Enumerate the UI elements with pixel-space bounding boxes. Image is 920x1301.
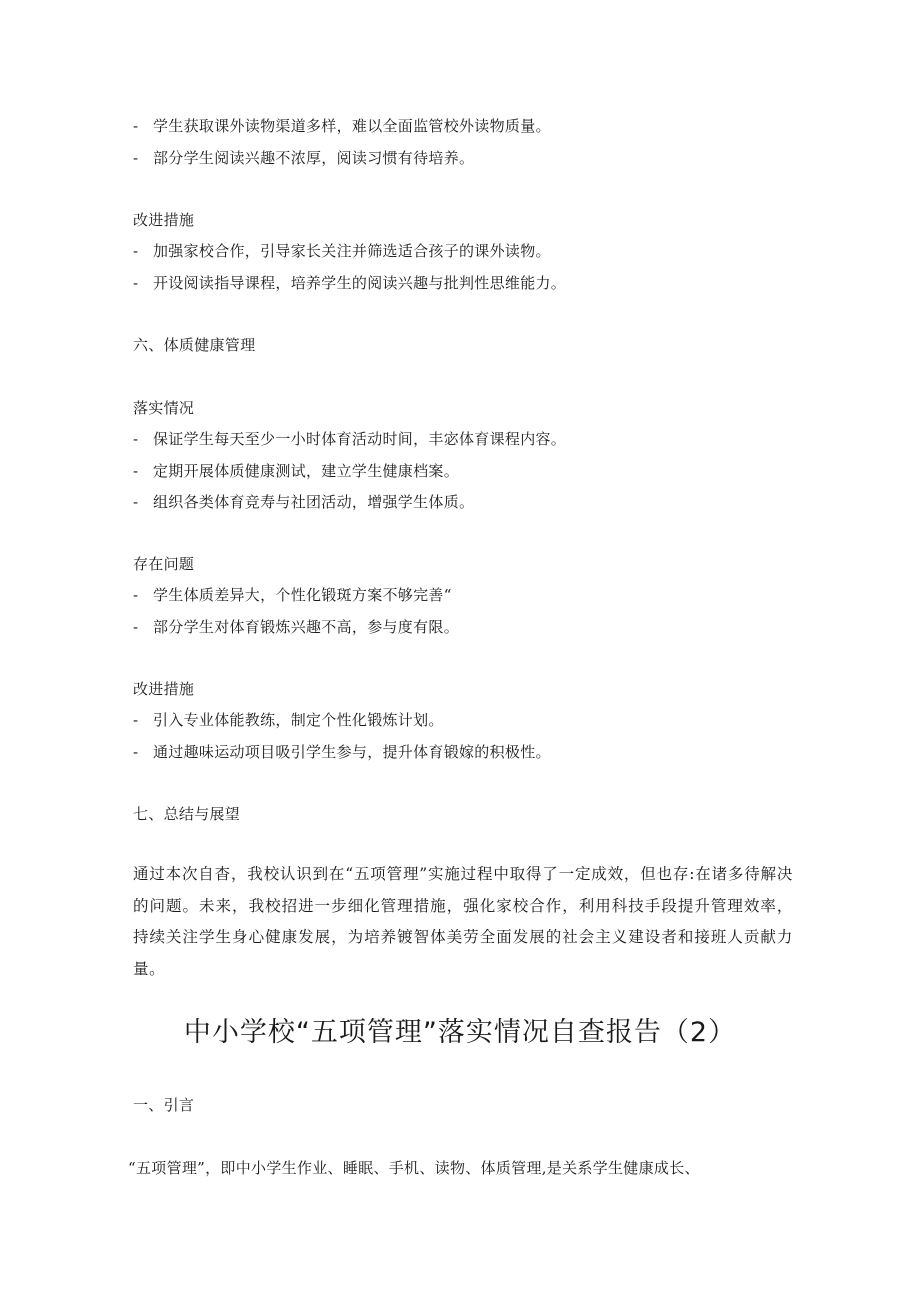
subheading-problems: 存在问题 <box>133 555 195 573</box>
list-item-text: 加强家校合作，引导家长关注并筛选适合孩子的课外读物。 <box>153 242 551 260</box>
list-item-text: 部分学生阅读兴趣不浓厚，阅读习惯有待培养。 <box>153 149 475 167</box>
list-item-text: 部分学生对体育锻炼兴趣不高，参与度有限。 <box>153 618 460 636</box>
list-item <box>133 429 566 449</box>
subheading-improve: 改进措施 <box>133 211 195 229</box>
list-item <box>133 148 474 168</box>
list-item <box>133 492 474 512</box>
list-item <box>133 461 459 481</box>
section-heading: 七、总结与展望 <box>133 805 241 823</box>
dash-marker: - <box>133 149 139 167</box>
report-title: 中小学校“五项管理”落实情况自查报告（2） <box>183 1017 737 1048</box>
list-item-text: 开设阅读指导课程，培养学生的阅读兴趣与批判性思维能力。 <box>153 274 567 292</box>
list-item-text: 学生体质差异大，个性化锻斑方案不够完善“ <box>153 586 452 604</box>
list-item-text: 组织各类体育竞寿与社团活动，增强学生体质。 <box>153 493 475 511</box>
dash-marker: - <box>133 242 139 260</box>
list-item <box>133 710 444 730</box>
list-item <box>133 585 452 605</box>
subheading-improve: 改进措施 <box>133 680 195 698</box>
list-item-text: 学生获取课外读物渠道多样，难以全面监管校外读物质量。 <box>153 117 551 135</box>
dash-marker: - <box>133 586 139 604</box>
list-item-text: 保证学生每天至少一小时体育活动时间，丰宓体育课程内容。 <box>153 430 567 448</box>
dash-marker: - <box>133 618 139 636</box>
dash-marker: - <box>133 117 139 135</box>
list-item-text: 定期开展体质健康测试，建立学生健康档案。 <box>153 462 460 480</box>
summary-paragraph: 通过本次自杳，我校认识到在“五项管理”实施过程中取得了一定成效，但也存:在诸多待解决的问题。未来，我校招进一步细化管理措施，强化家校合作，利用科技手段提升管理效率，持续关注学生身心健康发展，为培养镀智体美劳全面发展的社会主义建设者和接班人贡献力量。 <box>133 865 793 978</box>
dash-marker: - <box>133 711 139 729</box>
list-item-text: 引入专业体能教练，制定个性化锻炼计划。 <box>153 711 444 729</box>
list-item <box>133 742 551 762</box>
section-heading: 六、体质健康管理 <box>133 336 256 354</box>
intro-paragraph: “五项管理”，即中小学生作业、睡眠、手机、读物、体质管理,是关系学生健康成长、 <box>128 1159 700 1177</box>
dash-marker: - <box>133 493 139 511</box>
dash-marker: - <box>133 743 139 761</box>
list-item <box>133 116 551 136</box>
list-item-text: 通过趣味运动项目吸引学生参与，提升体育锻嫁的积极性。 <box>153 743 551 761</box>
list-item <box>133 241 551 261</box>
dash-marker: - <box>133 274 139 292</box>
list-item <box>133 273 566 293</box>
dash-marker: - <box>133 430 139 448</box>
list-item <box>133 617 459 637</box>
section-heading: 一、引言 <box>133 1096 195 1114</box>
dash-marker: - <box>133 462 139 480</box>
subheading-status: 落实情况 <box>133 399 195 417</box>
